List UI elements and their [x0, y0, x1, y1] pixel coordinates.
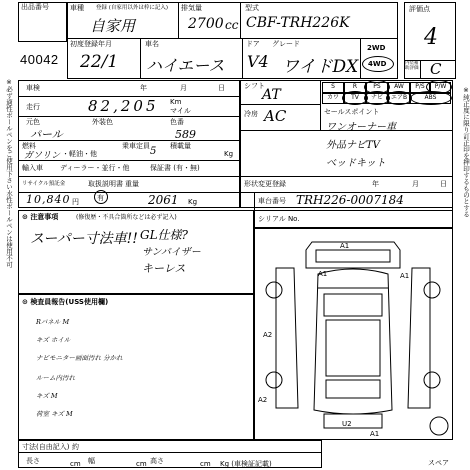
notes-right-1: GL仕様? [140, 228, 188, 242]
equip-aw: AW [388, 82, 410, 93]
car-rear-bumper [324, 414, 382, 428]
left-front-wheel [266, 282, 282, 298]
fuel-other: ・軽油・他 [62, 150, 97, 158]
serial-label: 車台番号 [258, 197, 286, 205]
equip-kawa: カワ [322, 93, 344, 104]
inspector-line-4: ルーム内汚れ [36, 374, 75, 382]
sales-point-3: ベッドキット [326, 158, 386, 169]
diagram-label-a1-right: A1 [400, 272, 410, 280]
shift-label: シフト [244, 82, 265, 90]
inspection-label: 車検 [26, 84, 40, 92]
lot-number-box [18, 2, 67, 42]
diagram-label-a1-left: A1 [318, 270, 328, 278]
mileage-unit-mile: マイル [170, 107, 191, 115]
footer-width-label: 幅 [88, 457, 95, 465]
inspector-icon: ⊙ [22, 298, 28, 306]
doors-label: ドア [246, 40, 260, 48]
sales-point-1: ワンオーナー車 [326, 122, 396, 133]
displacement-unit: cc [225, 18, 239, 32]
footer-height-label: 高さ [150, 457, 164, 465]
color-code-value: 589 [175, 128, 196, 141]
notes-block [18, 210, 254, 294]
left-rear-wheel [266, 372, 282, 388]
grade-label: 評価点 [409, 5, 430, 13]
equip-ps: PS [366, 82, 388, 93]
diagram-label-a1-rear: A1 [370, 430, 380, 438]
notes-right-2: サンバイザー [142, 247, 201, 258]
recycle-label: リサイクル預託金 [22, 181, 66, 187]
grade-name-value: ワイドDX [282, 57, 359, 77]
footer-width-unit: cm [136, 460, 147, 468]
car-front-outline [306, 242, 400, 268]
fuel-value: ガソリン [24, 151, 61, 161]
car-front-grille [316, 250, 390, 262]
right-rear-wheel [424, 372, 440, 388]
notes-sublabel: (修復歴・不具合箇所などは必ず記入) [76, 214, 177, 221]
mileage-unit-km: Km [170, 98, 182, 106]
equip-abs-mark [410, 91, 452, 105]
inspector-title: 検査員報告(USS使用欄) [30, 298, 109, 306]
type-value: 自家用 [90, 17, 136, 35]
load-unit: Kg [224, 150, 234, 158]
footer-height-unit: cm [200, 460, 211, 468]
form-change-y: 年 [372, 180, 379, 188]
inspector-line-5: キズ M [36, 392, 58, 400]
footer-size-label2: 約 [72, 443, 79, 451]
notes-right-3: キーレス [142, 262, 186, 275]
car-windshield [324, 294, 382, 316]
color-label: 外装色 [92, 118, 113, 126]
equip-airbag-mark [386, 91, 412, 105]
car-rear-window [326, 380, 380, 398]
lot-number: 40042 [20, 52, 59, 67]
weight-label: 重量 [125, 180, 139, 188]
original-color-label: 元色 [26, 118, 40, 126]
fuel-label: 燃料 [22, 142, 36, 150]
manual-value: 有 [97, 194, 104, 202]
diagram-label-u2: U2 [342, 420, 352, 428]
footer-note: Kg (車検証記載) [220, 460, 272, 468]
color-value: パール [30, 128, 63, 141]
weight-value: 2061 [148, 193, 179, 207]
car-right-side [408, 268, 430, 408]
warranty-label: 保証書 (有・無) [150, 164, 200, 172]
serial-value: TRH226-0007184 [296, 193, 404, 207]
seats-value: 5 [150, 146, 157, 157]
interior-value: C [430, 60, 442, 78]
inspector-line-3: ナビモニター画面汚れ 分かれ [36, 354, 123, 362]
car-name-label: 車名 [145, 40, 159, 48]
model-value: CBF-TRH226K [246, 15, 350, 31]
car-left-side [276, 268, 298, 408]
inspector-line-6: 荷室 キズ M [36, 410, 73, 418]
shift-value: AT [262, 87, 281, 103]
ac-value: AC [264, 107, 287, 125]
equip-abs: ABS [410, 93, 451, 104]
right-front-wheel [424, 282, 440, 298]
diagram-label-a2-bottom: A2 [258, 396, 268, 404]
equip-navi: ナビ [366, 93, 388, 104]
footer-length-label: 長さ [26, 457, 40, 465]
form-change-m: 月 [412, 180, 419, 188]
inspector-line-2: キズ ホイル [36, 336, 71, 344]
type-label: 車種 [70, 4, 84, 12]
lot-number-label: 出品番号 [21, 3, 49, 11]
mileage-label: 走行 [26, 103, 40, 111]
doors-value: V4 [247, 52, 269, 71]
notes-label [22, 213, 58, 221]
spare-tire [430, 417, 448, 435]
load-label: 積載量 [170, 142, 191, 150]
inspection-unit-m: 月 [180, 84, 187, 92]
recycle-value: 10,840 [26, 193, 71, 206]
equip-airbag: エアB [388, 93, 410, 104]
car-name-value: ハイエース [146, 56, 225, 75]
drive-label: 2WD [367, 44, 386, 52]
mileage-value: 82,205 [88, 97, 159, 115]
sales-point-2: 外品ナビTV [326, 140, 380, 151]
diagram-label-a2-left: A2 [263, 331, 273, 339]
sales-points-label: セールスポイント [324, 108, 380, 116]
car-diagram [254, 228, 453, 440]
equip-p-w: P/W [430, 82, 451, 93]
interior-label: 内装補助評価 [405, 61, 419, 71]
footer-size-label: 寸法(自由記入) [22, 443, 70, 451]
ac-label: 冷房 [244, 110, 258, 118]
footer-length-unit: cm [70, 460, 81, 468]
serial2-label: シリアル No. [258, 215, 300, 223]
grade-value: 4 [424, 25, 438, 50]
inspector-block [18, 294, 254, 440]
equip-tv: TV [344, 93, 366, 104]
diagram-label-a1-top: A1 [340, 242, 350, 250]
car-roof [326, 320, 380, 376]
first-reg-value: 22/1 [80, 52, 119, 72]
notes-left: スーパー寸法車!! [30, 231, 138, 247]
weight-unit: Kg [188, 198, 198, 206]
spare-label: スペア [428, 459, 449, 467]
drive-4wd: 4WD [368, 60, 387, 68]
reg-label: 登録 (自家用以外は枠に記入) [96, 5, 169, 11]
displacement-value: 2700 [188, 16, 224, 32]
seats-label: 乗車定員 [122, 142, 150, 150]
grade-name-label: グレード [272, 40, 300, 48]
manual-label: 取扱説明書 [88, 180, 123, 188]
inspector-line-1: Rパネル M [36, 318, 70, 326]
side-note: ※必ず適性ボールペンをご使用下さい水性ボールペンは使用不可 [5, 78, 13, 268]
inspection-unit-y: 年 [140, 84, 147, 92]
form-change-label: 形状変更登録 [244, 180, 286, 188]
displacement-label: 排気量 [181, 4, 202, 12]
color-code-label: 色番 [170, 118, 184, 126]
right-note: ※純正度に限り訂正印を押印するものとする [462, 86, 470, 218]
form-change-d: 日 [440, 180, 447, 188]
equip-r: R [344, 82, 366, 93]
inspection-unit-d: 日 [218, 84, 225, 92]
recycle-unit: 円 [72, 198, 79, 206]
import-label: 輸入車 [22, 164, 43, 172]
notes-title: 注意事項 [30, 213, 59, 221]
equip-p-s: P/S [410, 82, 430, 93]
notes-icon: ⊙ [22, 213, 28, 221]
model-label: 型式 [245, 4, 259, 12]
equip-s: S [322, 82, 344, 93]
inspector-label [22, 298, 108, 306]
import-value: ディーラー・並行・他 [60, 164, 130, 172]
first-reg-label: 初度登録年月 [70, 40, 112, 48]
